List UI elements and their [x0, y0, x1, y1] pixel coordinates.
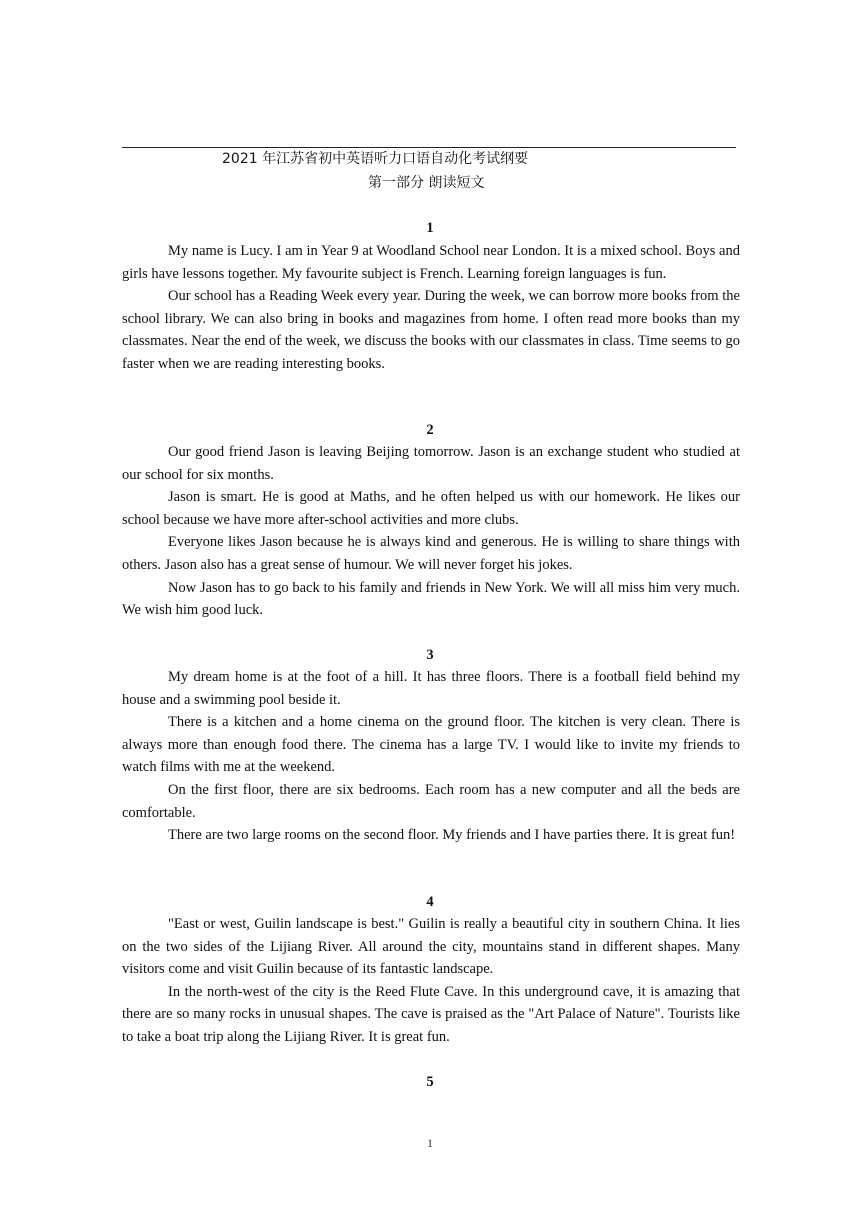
- passage-number: 5: [426, 1074, 434, 1090]
- paragraph: Our good friend Jason is leaving Beijing tomorrow. Jason is an exchange student who studied at our school for six months.: [122, 444, 740, 483]
- passage-number: 4: [426, 894, 434, 910]
- passage-number: 1: [426, 220, 434, 236]
- paragraph: My dream home is at the foot of a hill. It has three floors. There is a football field behind my house and a swimming pool beside it.: [122, 669, 740, 708]
- document-title: 2021 年江苏省初中英语听力口语自动化考试纲要: [222, 151, 529, 167]
- passage-2: [122, 441, 740, 622]
- paragraph: On the first floor, there are six bedrooms. Each room has a new computer and all the beds are comfortable.: [122, 781, 740, 821]
- paragraph: In the north-west of the city is the Reed Flute Cave. In this underground cave, it is amazing that there are so many rocks in unusual shapes. The cave is praised as the "Art Palace of Nature". Tourists like to take a boat trip along the Lijiang River. It is great fun.: [122, 983, 740, 1045]
- paragraph: Now Jason has to go back to his family and friends in New York. We will all miss him very much. We wish him good luck.: [122, 579, 740, 619]
- paragraph: My name is Lucy. I am in Year 9 at Woodland School near London. It is a mixed school. Boys and girls have lessons together. My favourite subject is French. Learning foreign languages is fun.: [122, 243, 740, 282]
- page-number: 1: [427, 1136, 433, 1150]
- section-title: 第一部分 朗读短文: [368, 175, 485, 191]
- paragraph: Jason is smart. He is good at Maths, and he often helped us with our homework. He likes our school because we have more after-school activities and more clubs.: [122, 489, 740, 528]
- passage-4: [122, 913, 740, 1049]
- paragraph: Our school has a Reading Week every year. During the week, we can borrow more books from the school library. We can also bring in books and magazines from home. I often read more books than my classmates. Near the end of the week, we discuss the books with our classmates in class. Time seems to go faster when we are reading interesting books.: [122, 288, 740, 372]
- paragraph: "East or west, Guilin landscape is best." Guilin is really a beautiful city in southern China. It lies on the two sides of the Lijiang River. All around the city, mountains stand in different shapes. Many visitors come and visit Guilin because of its fantastic landscape.: [122, 916, 740, 978]
- paragraph: There are two large rooms on the second floor. My friends and I have parties there. It is great fun!: [168, 827, 736, 844]
- paragraph: There is a kitchen and a home cinema on the ground floor. The kitchen is very clean. There is always more than enough food there. The cinema has a large TV. I would like to invite my friends to watch films with me at the weekend.: [122, 714, 740, 776]
- header-rule: [122, 147, 736, 148]
- passage-3: [122, 666, 740, 847]
- passage-1: [122, 240, 740, 376]
- passage-number: 3: [426, 647, 434, 663]
- passage-number: 2: [426, 422, 434, 438]
- paragraph: Everyone likes Jason because he is always kind and generous. He is willing to share things with others. Jason also has a great sense of humour. We will never forget his jokes.: [122, 534, 740, 573]
